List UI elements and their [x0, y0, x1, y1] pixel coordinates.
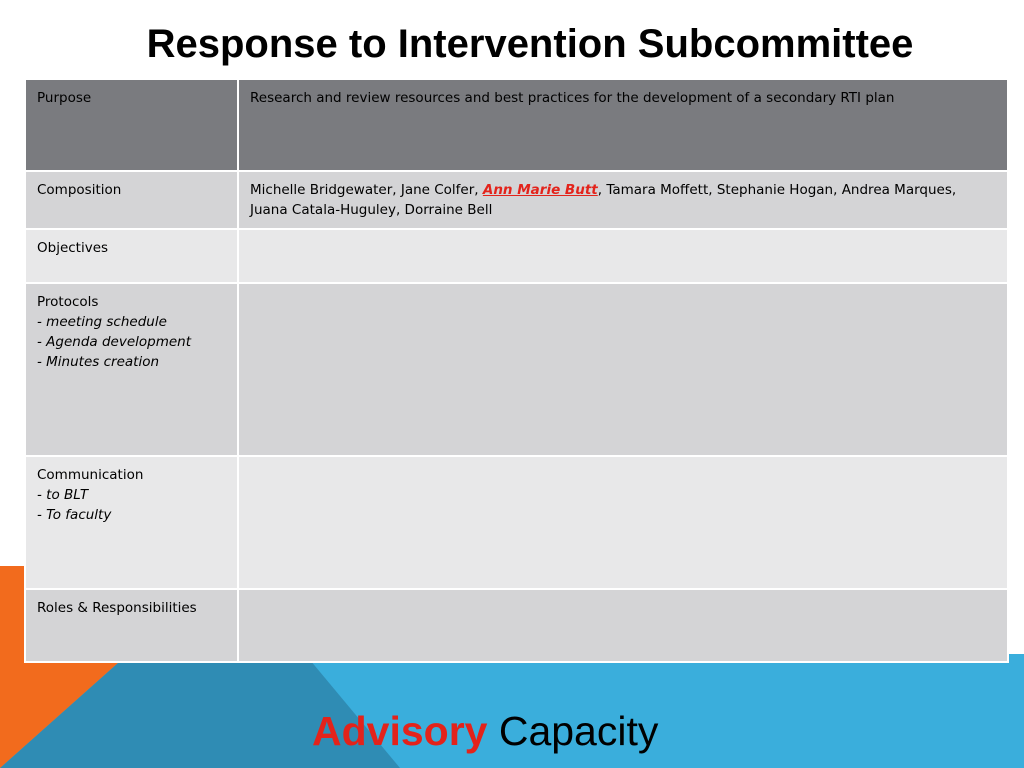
- footer-emphasis: Advisory: [312, 708, 488, 754]
- row-label-objectives: Objectives: [25, 229, 238, 283]
- table-row-roles: [25, 589, 1008, 662]
- table-row-communication: [25, 456, 1008, 589]
- footer-rest: Capacity: [487, 708, 659, 754]
- row-value-roles: [238, 589, 1008, 662]
- subcommittee-table: [24, 78, 1009, 663]
- communication-item: - To faculty: [37, 507, 112, 523]
- composition-text-after: , Tamara Moffett, Stephanie Hogan, Andrea Marques, Juana Catala-Huguley, Dorraine Bell: [250, 182, 957, 218]
- row-value-communication: [238, 456, 1008, 589]
- table-row-protocols: [25, 283, 1008, 456]
- protocols-label: Protocols: [37, 294, 99, 310]
- row-label-purpose: Purpose: [25, 79, 238, 171]
- page-title: Response to Intervention Subcommittee: [146, 22, 914, 66]
- table-row-purpose: [25, 79, 1008, 171]
- communication-label: Communication: [37, 467, 144, 483]
- highlighted-member: Ann Marie Butt: [482, 182, 598, 198]
- row-value-purpose: Research and review resources and best practices for the development of a secondary RTI plan: [238, 79, 1008, 171]
- protocols-item: - meeting schedule: [37, 314, 167, 330]
- footer-caption: [312, 708, 658, 755]
- table-row-objectives: [25, 229, 1008, 283]
- row-label-roles: Roles & Responsibilities: [25, 589, 238, 662]
- row-label-protocols: [25, 283, 238, 456]
- row-value-composition: [238, 171, 1008, 229]
- table-row-composition: [25, 171, 1008, 229]
- communication-item: - to BLT: [37, 487, 89, 503]
- composition-text-before: Michelle Bridgewater, Jane Colfer,: [250, 182, 483, 198]
- row-value-objectives: [238, 229, 1008, 283]
- protocols-item: - Minutes creation: [37, 354, 160, 370]
- row-label-communication: [25, 456, 238, 589]
- row-label-composition: Composition: [25, 171, 238, 229]
- protocols-item: - Agenda development: [37, 334, 192, 350]
- row-value-protocols: [238, 283, 1008, 456]
